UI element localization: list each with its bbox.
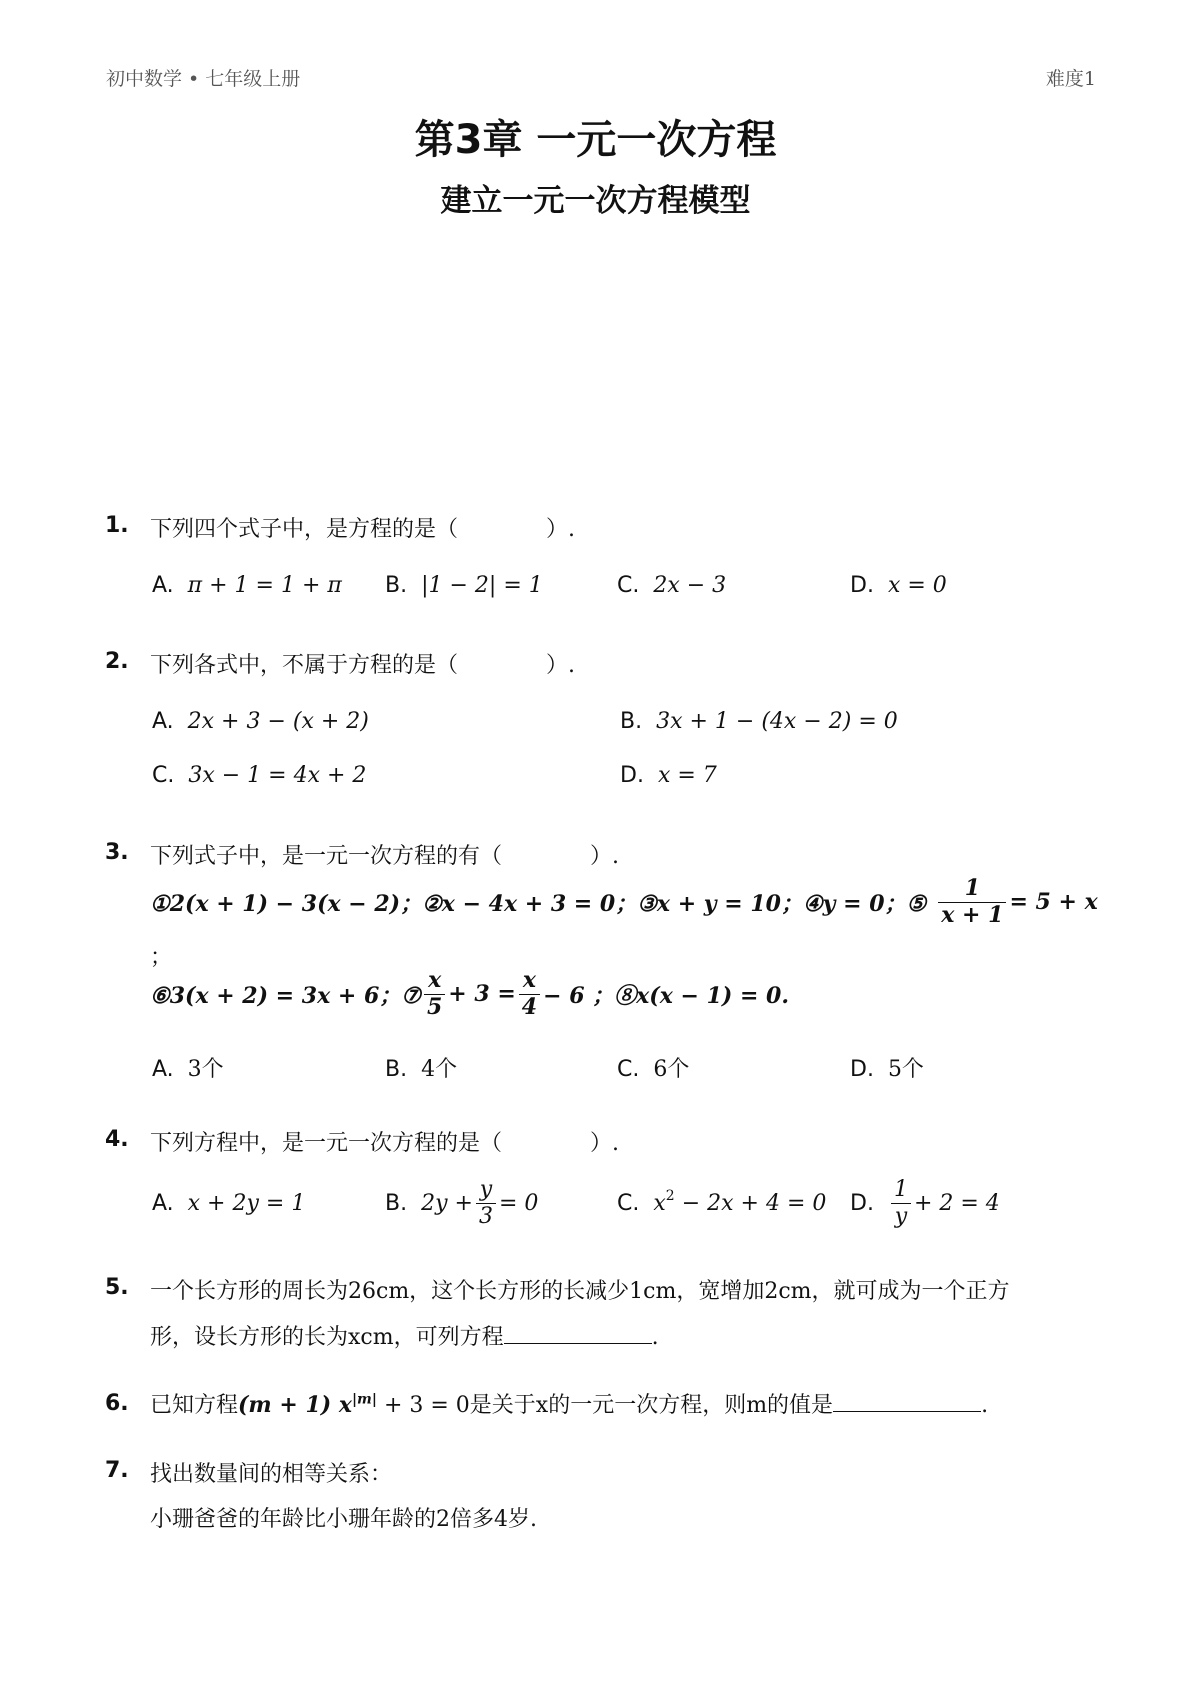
q4-text: 下列方程中，是一元一次方程的是（ ）.: [150, 1131, 619, 1156]
fraction-numerator: 1: [938, 876, 1006, 902]
option-label: A.: [152, 1190, 174, 1216]
q6-exponent: |m|: [351, 1391, 377, 1408]
q1-option-a: [152, 573, 342, 598]
option-label: D.: [850, 1057, 874, 1082]
option-expr: x = 7: [657, 763, 717, 788]
q1-number: 1.: [105, 513, 129, 538]
option-expr-post: − 2x + 4 = 0: [674, 1190, 827, 1216]
q5-end: .: [651, 1325, 659, 1350]
option-label: B.: [620, 709, 643, 734]
q3-expr-1-5: ①2(x + 1) − 3(x − 2)；②x − 4x + 3 = 0；③x + y = 10；④y = 0；⑤: [150, 890, 927, 917]
q2-text: 下列各式中，不属于方程的是（ ）.: [150, 653, 575, 678]
exponent: 2: [665, 1188, 675, 1204]
q4-option-a: [152, 1173, 305, 1233]
q2-number: 2.: [105, 649, 129, 674]
option-expr: 2x − 3: [653, 573, 727, 598]
q5-number: 5.: [105, 1275, 129, 1300]
header-difficulty: 难度1: [1045, 68, 1096, 90]
option-label: B.: [385, 573, 408, 598]
q3-fraction-7b: [519, 968, 540, 1020]
option-text: 4个: [421, 1057, 458, 1082]
option-expr: |1 − 2| = 1: [421, 573, 543, 598]
q4-option-d: [850, 1173, 1000, 1233]
option-label: D.: [620, 763, 644, 788]
q4-b-fraction: [476, 1177, 496, 1229]
option-label: A.: [152, 1057, 174, 1082]
option-label: C.: [617, 573, 640, 598]
q4-option-c: [617, 1173, 826, 1233]
fraction-denominator: 3: [478, 1203, 493, 1229]
q3-fraction-7a: [424, 968, 445, 1020]
fraction-denominator: x + 1: [941, 901, 1004, 928]
q4-d-fraction: [891, 1177, 911, 1229]
q7-line1: 找出数量间的相等关系：: [150, 1462, 393, 1487]
option-expr: 3x + 1 − (4x − 2) = 0: [656, 709, 898, 734]
q2-option-c: [152, 763, 366, 788]
q2-option-b: [620, 709, 898, 734]
q3-expr-7-mid: + 3 =: [448, 981, 516, 1007]
fraction-numerator: y: [476, 1177, 496, 1203]
q3-text: 下列式子中，是一元一次方程的有（ ）.: [150, 844, 619, 869]
fraction-denominator: 5: [426, 993, 443, 1020]
header-course: 初中数学 • 七年级上册: [106, 68, 301, 90]
q3-fraction-5: [938, 876, 1006, 928]
option-expr: x + 2y = 1: [187, 1190, 306, 1216]
q3-expr-6-7: ⑥3(x + 2) = 3x + 6；⑦: [150, 982, 421, 1009]
q7-line2: 小珊爸爸的年龄比小珊年龄的2倍多4岁.: [150, 1507, 537, 1532]
option-expr-post: = 0: [498, 1190, 539, 1216]
option-label: D.: [850, 573, 874, 598]
q6-pre: 已知方程: [150, 1393, 239, 1418]
option-expr: x = 0: [887, 573, 947, 598]
option-label: C.: [617, 1190, 640, 1216]
q3-semicolon: ；: [150, 945, 173, 970]
option-label: A.: [152, 573, 174, 598]
q3-expr-7-8: − 6 ；⑧x(x − 1) = 0.: [543, 982, 789, 1009]
option-expr-post: + 2 = 4: [913, 1190, 1000, 1216]
option-expr: π + 1 = 1 + π: [187, 573, 342, 598]
q7-number: 7.: [105, 1458, 129, 1483]
option-label: B.: [385, 1057, 408, 1082]
option-text: 6个: [653, 1057, 690, 1082]
q1-option-c: [617, 573, 726, 598]
option-text: 5个: [887, 1057, 924, 1082]
q1-text: 下列四个式子中，是方程的是（ ）.: [150, 517, 575, 542]
q4-option-b: [385, 1173, 538, 1233]
q4-number: 4.: [105, 1127, 129, 1152]
q3-expressions-line1: [150, 872, 1098, 932]
option-label: A.: [152, 709, 174, 734]
option-expr-pre: 2y +: [421, 1190, 473, 1216]
q3-expr-5-rest: = 5 + x: [1009, 889, 1098, 915]
q5-line2-text: 形，设长方形的长为xcm，可列方程: [150, 1325, 504, 1350]
q3-option-a: [152, 1052, 224, 1083]
q3-option-d: [850, 1052, 924, 1083]
q5-line2: [150, 1320, 659, 1351]
q3-option-b: [385, 1052, 457, 1083]
q6-end: .: [981, 1393, 989, 1418]
q6-expr: (m + 1) x: [238, 1392, 352, 1418]
q2-option-d: [620, 763, 717, 788]
q5-line1: 一个长方形的周长为26cm，这个长方形的长减少1cm，宽增加2cm，就可成为一个正方: [150, 1279, 1010, 1304]
q6-post: + 3 = 0是关于x的一元一次方程，则m的值是: [376, 1393, 834, 1418]
fraction-numerator: x: [519, 968, 540, 994]
fraction-numerator: 1: [891, 1177, 911, 1203]
option-text: 3个: [187, 1057, 224, 1082]
fraction-denominator: y: [894, 1203, 908, 1229]
fraction-numerator: x: [424, 968, 445, 994]
page-title: 第3章 一元一次方程: [414, 117, 777, 163]
page-subtitle: 建立一元一次方程模型: [440, 183, 751, 219]
q3-option-c: [617, 1052, 689, 1083]
q5-answer-blank: [504, 1323, 652, 1344]
q1-option-b: [385, 573, 543, 598]
q3-number: 3.: [105, 840, 129, 865]
q6-answer-blank: [833, 1391, 981, 1412]
option-label: B.: [385, 1190, 408, 1216]
q2-option-a: [152, 709, 369, 734]
option-label: C.: [617, 1057, 640, 1082]
option-expr: 3x − 1 = 4x + 2: [188, 763, 367, 788]
q1-option-d: [850, 573, 947, 598]
option-label: C.: [152, 763, 175, 788]
option-expr-pre: x: [653, 1190, 666, 1216]
option-expr: 2x + 3 − (x + 2): [187, 709, 369, 734]
q6-text: [150, 1388, 988, 1419]
q3-expressions-line2: [150, 963, 789, 1025]
fraction-denominator: 4: [521, 993, 538, 1020]
option-label: D.: [850, 1190, 874, 1216]
q6-number: 6.: [105, 1391, 129, 1416]
